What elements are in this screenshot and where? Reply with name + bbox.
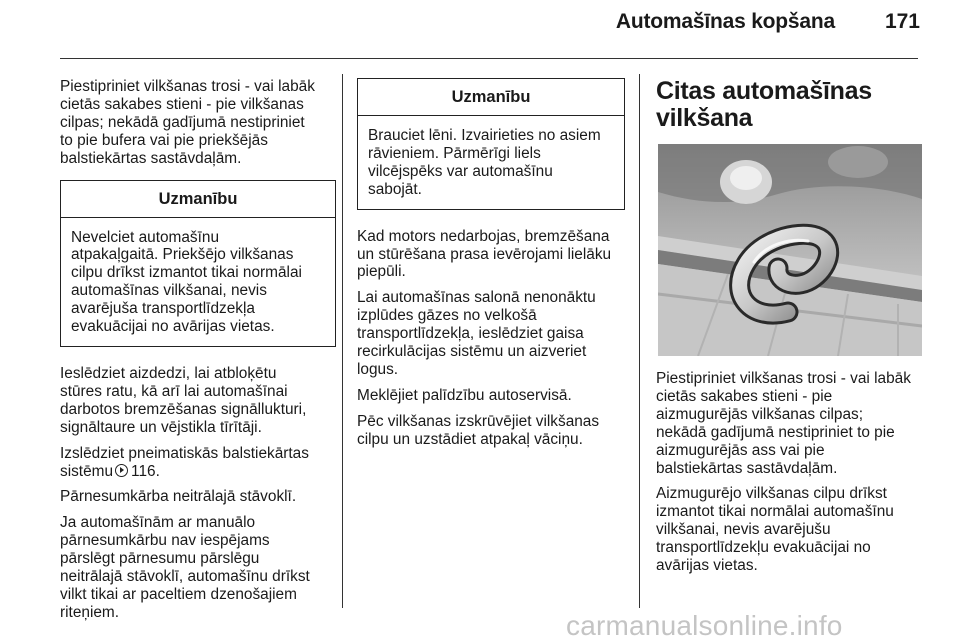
paragraph: Lai automašīnas salonā nenonāktu izplūdes gāzes no velkošā transportlīdzekļa, ieslēdziet gaisa recirkulācijas sistēmu un aizveriet logus. (357, 289, 596, 378)
caution-box (357, 78, 625, 210)
towing-eye-illustration-svg (658, 144, 922, 356)
paragraph: Piestipriniet vilkšanas trosi - vai labāk cietās sakabes stieni - pie aizmugurējās vilkšanas cilpas; nekādā gadījumā nestipriniet to pie aizmugurējās ass vai pie balstiekārtas sastāvdaļām. (656, 370, 911, 477)
paragraph-with-reference (60, 445, 336, 481)
column-3 (656, 78, 922, 583)
paragraph: Meklējiet palīdzību autoservisā. (357, 386, 572, 404)
column-2 (357, 78, 625, 457)
column-1 (60, 78, 336, 630)
paragraph: Aizmugurējo vilkšanas cilpu drīkst izmantot tikai normālai automašīnu vilkšanai, nevis avarējušu transportlīdzekļu evakuācijai no avārijas vietas. (656, 485, 894, 575)
caution-box (60, 180, 336, 347)
caution-heading: Uzmanību (61, 181, 335, 218)
paragraph-text: Izslēdziet pneimatiskās balstiekārtas sistēmu (60, 444, 309, 480)
header-divider (60, 58, 918, 59)
column-divider-2 (639, 74, 640, 608)
page-reference-arrow-icon (115, 464, 128, 477)
paragraph: Kad motors nedarbojas, bremzēšana un stūrēšana prasa ievērojami lielāku piepūli. (357, 227, 612, 281)
watermark: carmanualsonline.info (566, 610, 843, 641)
paragraph: Ja automašīnām ar manuālo pārnesumkārbu nav iespējams pārslēgt pārnesumu pārslēgu neitrālajā stāvoklī, automašīnu drīkst vilkt tikai ar paceltiem dzenošajiem riteņiem. (60, 514, 310, 621)
section-heading: Citas automašīnas vilkšana (656, 77, 872, 132)
page-number: 171 (884, 10, 920, 33)
caution-text: Brauciet lēni. Izvairieties no asiem rāvieniem. Pārmērīgi liels vilcējspēks var automašīnu sabojāt. (368, 127, 601, 198)
paragraph: Piestipriniet vilkšanas trosi - vai labāk cietās sakabes stieni - pie vilkšanas cilpas; nekādā gadījumā nestipriniet to pie bufera vai pie priekšējās balstiekārtas sastāvdaļām. (60, 78, 315, 167)
column-divider-1 (342, 74, 343, 608)
caution-heading: Uzmanību (358, 79, 624, 116)
page-reference-link[interactable]: 116. (131, 462, 160, 480)
paragraph: Pēc vilkšanas izskrūvējiet vilkšanas cilpu un uzstādiet atpakaļ vāciņu. (357, 412, 600, 448)
towing-eye-illustration (658, 144, 922, 356)
caution-text: Nevelciet automašīnu atpakaļgaitā. Priekšējo vilkšanas cilpu drīkst izmantot tikai normālai automašīnas vilkšanai, nevis avarējuša transportlīdzekļa evakuācijai no avārijas vietas. (71, 228, 302, 336)
header-title: Automašīnas kopšana (615, 10, 835, 33)
paragraph: Pārnesumkārba neitrālajā stāvoklī. (60, 488, 297, 506)
paragraph: Ieslēdziet aizdedzi, lai atbloķētu stūres ratu, kā arī lai automašīnai darbotos bremzēšanas signāllukturi, signāltaure un vējstikla tīrītāji. (60, 364, 307, 436)
